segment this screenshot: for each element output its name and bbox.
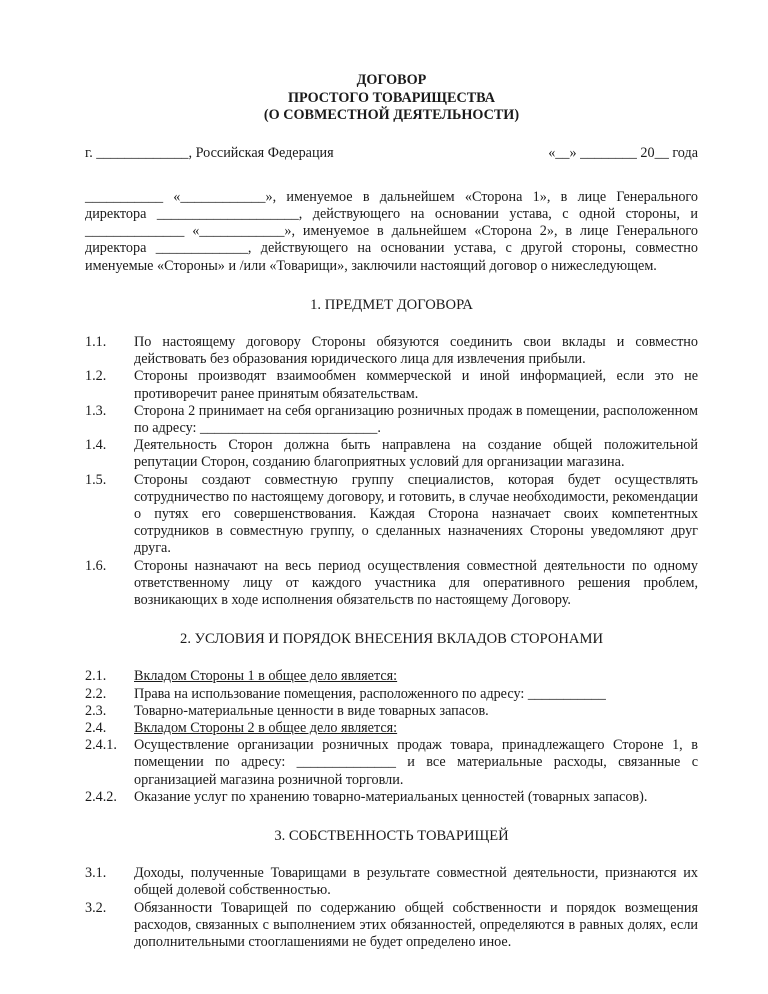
document-title <box>85 72 698 125</box>
clause-text: Права на использование помещения, расположенного по адресу: ___________ <box>134 685 606 702</box>
clause-text: Стороны производят взаимообмен коммерческой и иной информацией, если это не противоречит ранее принятым обязательствам. <box>134 368 698 402</box>
clause-3-1 <box>85 865 698 899</box>
section-1-items <box>85 334 698 609</box>
clause-1-6 <box>85 558 698 610</box>
section-1-heading: 1. ПРЕДМЕТ ДОГОВОРА <box>310 296 473 313</box>
place-date-line <box>85 145 698 162</box>
contract-date: «__» ________ 20__ года <box>548 144 698 161</box>
section-2-heading: 2. УСЛОВИЯ И ПОРЯДОК ВНЕСЕНИЯ ВКЛАДОВ СТОРОНАМИ <box>180 631 603 648</box>
title-line-1: ДОГОВОР <box>356 72 427 88</box>
clause-text: Обязанности Товарищей по содержанию общей собственности и порядок возмещения расходов, связанных с выполнением этих обязанностей, определяются в равных долях, если дополнительными стооглашениями не будет определено иное. <box>134 899 698 951</box>
clause-text: Стороны создают совместную группу специалистов, которая будет осуществлять сотрудничество по настоящему договору, и готовить, в случае необходимости, рекомендации о путях его совершенствования. Каждая Сторона назначает своих компетентных сотрудников в совместную группу, о сделанных назначениях Стороны уведомляют друг друга. <box>134 471 698 557</box>
clause-number: 1.2. <box>85 368 107 385</box>
clause-text: Доходы, полученные Товарищами в результате совместной деятельности, признаются их общей долевой собственностью. <box>134 865 698 899</box>
clause-3-2 <box>85 900 698 952</box>
clause-text: По настоящему договору Стороны обязуются соединить свои вклады и совместно действовать без образования юридического лица для извлечения прибыли. <box>134 333 698 368</box>
clause-2-1 <box>85 668 698 685</box>
section-2-items <box>85 668 698 806</box>
clause-text: Осуществление организации розничных продаж товара, принадлежащего Стороне 1, в помещении по адресу: ______________ и все материальные расходы, связанные с организацией магазина розничной торговли. <box>134 737 698 788</box>
clause-number: 1.1. <box>85 333 107 350</box>
clause-text: Сторона 2 принимает на себя организацию розничных продаж в помещении, расположенном по адресу: _________________________. <box>134 402 698 436</box>
clause-2-4-2 <box>85 789 698 806</box>
clause-number: 1.6. <box>85 557 107 574</box>
clause-number: 3.1. <box>85 865 107 882</box>
clause-1-1 <box>85 334 698 368</box>
clause-text: Товарно-материальные ценности в виде товарных запасов. <box>134 702 489 719</box>
clause-number: 2.4. <box>85 719 107 736</box>
title-line-2: ПРОСТОГО ТОВАРИЩЕСТВА <box>287 89 496 106</box>
contract-place: г. _____________, Российская Федерация <box>85 144 334 161</box>
clause-2-2 <box>85 686 698 703</box>
clause-number: 2.4.2. <box>85 788 117 805</box>
clause-number: 2.1. <box>85 668 107 685</box>
clause-number: 1.4. <box>85 437 107 454</box>
section-3-heading: 3. СОБСТВЕННОСТЬ ТОВАРИЩЕЙ <box>274 828 509 844</box>
section-3-items <box>85 865 698 951</box>
clause-text: Оказание услуг по хранению товарно-материальаных ценностей (товарных запасов). <box>134 788 648 805</box>
clause-number: 1.3. <box>85 402 107 419</box>
clause-2-3 <box>85 703 698 720</box>
clause-number: 3.2. <box>85 899 107 916</box>
clause-number: 1.5. <box>85 471 107 488</box>
clause-text: Деятельность Сторон должна быть направлена на создание общей положительной репутации Сторон, созданию благоприятных условий для организации магазина. <box>134 437 698 471</box>
clause-text: Вкладом Стороны 2 в общее дело является: <box>134 719 398 736</box>
clause-1-2 <box>85 368 698 402</box>
clause-1-5 <box>85 472 698 558</box>
clause-text: Вкладом Стороны 1 в общее дело является: <box>134 668 398 685</box>
clause-number: 2.2. <box>85 685 107 702</box>
clause-2-4-1 <box>85 737 698 789</box>
clause-number: 2.4.1. <box>85 737 117 754</box>
clause-2-4 <box>85 720 698 737</box>
preamble: ___________ «____________», именуемое в дальнейшем «Сторона 1», в лице Генерального директора ____________________, действующего на основании устава, с одной стороны, и ______________ «____________», именуемое в дальнейшем «Сторона 2», в лице Генерального директора _____________, действующего на основании устава, с другой стороны, совместно именуемые «Стороны» и /или «Товарищи», заключили настоящий договор о нижеследующем. <box>85 188 698 274</box>
clause-1-3 <box>85 403 698 437</box>
title-line-3: (О СОВМЕСТНОЙ ДЕЯТЕЛЬНОСТИ) <box>263 107 520 123</box>
clause-text: Стороны назначают на весь период осуществления совместной деятельности по одному ответственному лицу от каждого участника для оперативного решения проблем, возникающих в ходе исполнения обязательств по настоящему Договору. <box>134 557 698 608</box>
clause-number: 2.3. <box>85 702 107 719</box>
clause-1-4 <box>85 437 698 471</box>
